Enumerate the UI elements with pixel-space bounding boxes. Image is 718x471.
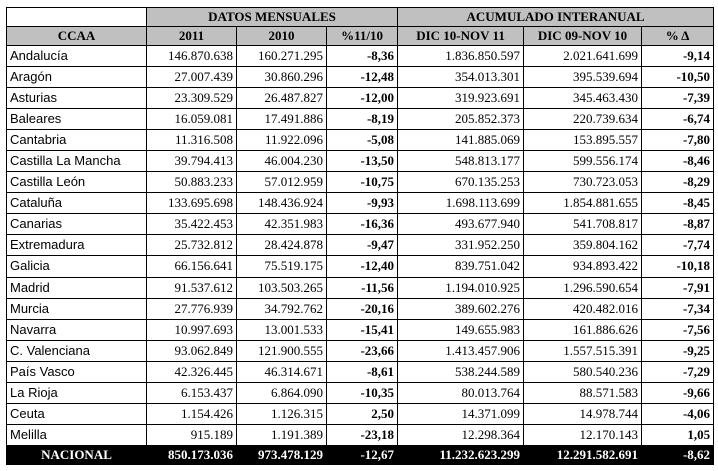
cell-monthly-pct: -15,41 xyxy=(327,319,398,340)
table-row xyxy=(7,424,714,445)
cell-monthly-pct: -8,36 xyxy=(327,46,398,67)
cell-annual-dic09-nov10: 730.723.053 xyxy=(524,172,642,193)
table-row xyxy=(7,193,714,214)
cell-ccaa: Aragón xyxy=(7,67,147,88)
cell-monthly-pct: -16,36 xyxy=(327,214,398,235)
cell-annual-pct: -7,29 xyxy=(642,361,714,382)
cell-annual-dic09-nov10: 420.482.016 xyxy=(524,298,642,319)
cell-ccaa: Madrid xyxy=(7,277,147,298)
cell-annual-dic09-nov10: 12.170.143 xyxy=(524,424,642,445)
cell-monthly-pct: -8,61 xyxy=(327,361,398,382)
cell-ccaa: Castilla León xyxy=(7,172,147,193)
cell-ccaa: Canarias xyxy=(7,214,147,235)
cell-monthly-2010: 46.004.230 xyxy=(237,151,327,172)
cell-monthly-2011: 146.870.638 xyxy=(147,46,237,67)
table-row xyxy=(7,46,714,67)
cell-annual-pct: -7,39 xyxy=(642,88,714,109)
cell-annual-dic10-nov11: 839.751.042 xyxy=(398,256,524,277)
cell-annual-dic10-nov11: 141.885.069 xyxy=(398,130,524,151)
total-monthly-pct: -12,67 xyxy=(327,446,398,465)
cell-ccaa: Andalucía xyxy=(7,46,147,67)
cell-monthly-2010: 160.271.295 xyxy=(237,46,327,67)
table-body xyxy=(7,46,714,446)
cell-monthly-pct: -12,40 xyxy=(327,256,398,277)
cell-ccaa: Galicia xyxy=(7,256,147,277)
cell-ccaa: Baleares xyxy=(7,109,147,130)
cell-monthly-pct: -9,93 xyxy=(327,193,398,214)
header-col-pct-annual: % Δ xyxy=(642,27,714,46)
table-row xyxy=(7,130,714,151)
cell-monthly-2010: 103.503.265 xyxy=(237,277,327,298)
cell-monthly-pct: -12,48 xyxy=(327,67,398,88)
cell-annual-dic10-nov11: 548.813.177 xyxy=(398,151,524,172)
cell-annual-pct: 1,05 xyxy=(642,424,714,445)
cell-annual-dic10-nov11: 1.836.850.597 xyxy=(398,46,524,67)
cell-monthly-2011: 91.537.612 xyxy=(147,277,237,298)
cell-annual-dic09-nov10: 395.539.694 xyxy=(524,67,642,88)
cell-monthly-pct: -13,50 xyxy=(327,151,398,172)
cell-monthly-pct: -10,75 xyxy=(327,172,398,193)
cell-monthly-2010: 46.314.671 xyxy=(237,361,327,382)
cell-ccaa: País Vasco xyxy=(7,361,147,382)
cell-monthly-2011: 16.059.081 xyxy=(147,109,237,130)
cell-annual-dic09-nov10: 359.804.162 xyxy=(524,235,642,256)
header-group-row xyxy=(7,8,714,27)
cell-annual-dic10-nov11: 149.655.983 xyxy=(398,319,524,340)
cell-monthly-pct: -12,00 xyxy=(327,88,398,109)
cell-monthly-2010: 42.351.983 xyxy=(237,214,327,235)
total-monthly-2011: 850.173.036 xyxy=(147,446,237,465)
cell-annual-dic09-nov10: 934.893.422 xyxy=(524,256,642,277)
table-row xyxy=(7,298,714,319)
cell-monthly-pct: -8,19 xyxy=(327,109,398,130)
header-corner xyxy=(7,8,147,27)
cell-annual-dic10-nov11: 1.413.457.906 xyxy=(398,340,524,361)
total-annual-dic10-nov11: 11.232.623.299 xyxy=(398,446,524,465)
cell-annual-dic10-nov11: 538.244.589 xyxy=(398,361,524,382)
cell-monthly-2010: 121.900.555 xyxy=(237,340,327,361)
cell-annual-dic09-nov10: 2.021.641.699 xyxy=(524,46,642,67)
cell-annual-dic10-nov11: 1.194.010.925 xyxy=(398,277,524,298)
table-row xyxy=(7,67,714,88)
cell-annual-pct: -6,74 xyxy=(642,109,714,130)
cell-monthly-2010: 30.860.296 xyxy=(237,67,327,88)
cell-monthly-2010: 1.191.389 xyxy=(237,424,327,445)
cell-ccaa: Melilla xyxy=(7,424,147,445)
cell-ccaa: Ceuta xyxy=(7,403,147,424)
header-col-ccaa: CCAA xyxy=(7,27,147,46)
cell-monthly-2011: 1.154.426 xyxy=(147,403,237,424)
cell-monthly-2010: 11.922.096 xyxy=(237,130,327,151)
cell-monthly-pct: -10,35 xyxy=(327,382,398,403)
cell-monthly-2011: 23.309.529 xyxy=(147,88,237,109)
cell-annual-pct: -8,46 xyxy=(642,151,714,172)
cell-ccaa: Navarra xyxy=(7,319,147,340)
cell-annual-dic10-nov11: 493.677.940 xyxy=(398,214,524,235)
total-monthly-2010: 973.478.129 xyxy=(237,446,327,465)
table-row xyxy=(7,361,714,382)
table-row xyxy=(7,340,714,361)
cell-monthly-pct: -20,16 xyxy=(327,298,398,319)
cell-ccaa: Cataluña xyxy=(7,193,147,214)
cell-monthly-2011: 10.997.693 xyxy=(147,319,237,340)
cell-annual-dic09-nov10: 1.557.515.391 xyxy=(524,340,642,361)
cell-annual-pct: -9,25 xyxy=(642,340,714,361)
total-label: NACIONAL xyxy=(7,446,147,465)
total-annual-dic09-nov10: 12.291.582.691 xyxy=(524,446,642,465)
cell-annual-dic10-nov11: 319.923.691 xyxy=(398,88,524,109)
cell-monthly-2011: 50.883.233 xyxy=(147,172,237,193)
table-row xyxy=(7,235,714,256)
cell-monthly-2011: 42.326.445 xyxy=(147,361,237,382)
cell-annual-dic09-nov10: 345.463.430 xyxy=(524,88,642,109)
header-column-row xyxy=(7,27,714,46)
cell-annual-dic09-nov10: 580.540.236 xyxy=(524,361,642,382)
cell-monthly-pct: -9,47 xyxy=(327,235,398,256)
cell-annual-pct: -7,34 xyxy=(642,298,714,319)
cell-monthly-2010: 75.519.175 xyxy=(237,256,327,277)
cell-annual-pct: -8,29 xyxy=(642,172,714,193)
table-row xyxy=(7,319,714,340)
header-col-2011: 2011 xyxy=(147,27,237,46)
cell-monthly-2011: 6.153.437 xyxy=(147,382,237,403)
table-row xyxy=(7,214,714,235)
table-row xyxy=(7,172,714,193)
cell-monthly-2010: 57.012.959 xyxy=(237,172,327,193)
header-col-dic09-nov10: DIC 09-NOV 10 xyxy=(524,27,642,46)
cell-annual-pct: -9,66 xyxy=(642,382,714,403)
table-row xyxy=(7,382,714,403)
cell-annual-dic10-nov11: 670.135.253 xyxy=(398,172,524,193)
cell-ccaa: Castilla La Mancha xyxy=(7,151,147,172)
cell-annual-pct: -10,50 xyxy=(642,67,714,88)
cell-annual-dic09-nov10: 88.571.583 xyxy=(524,382,642,403)
header-col-dic10-nov11: DIC 10-NOV 11 xyxy=(398,27,524,46)
cell-ccaa: Murcia xyxy=(7,298,147,319)
cell-monthly-2011: 66.156.641 xyxy=(147,256,237,277)
cell-ccaa: La Rioja xyxy=(7,382,147,403)
cell-annual-dic09-nov10: 599.556.174 xyxy=(524,151,642,172)
cell-monthly-2011: 35.422.453 xyxy=(147,214,237,235)
cell-ccaa: Extremadura xyxy=(7,235,147,256)
cell-annual-dic09-nov10: 1.296.590.654 xyxy=(524,277,642,298)
cell-annual-dic10-nov11: 205.852.373 xyxy=(398,109,524,130)
cell-monthly-2011: 915.189 xyxy=(147,424,237,445)
cell-ccaa: Cantabria xyxy=(7,130,147,151)
cell-monthly-pct: -11,56 xyxy=(327,277,398,298)
cell-monthly-2010: 26.487.827 xyxy=(237,88,327,109)
cell-annual-dic10-nov11: 331.952.250 xyxy=(398,235,524,256)
cell-monthly-2010: 1.126.315 xyxy=(237,403,327,424)
ccaa-data-table xyxy=(6,7,714,465)
cell-monthly-2011: 93.062.849 xyxy=(147,340,237,361)
cell-monthly-2010: 28.424.878 xyxy=(237,235,327,256)
table-row xyxy=(7,151,714,172)
cell-annual-dic09-nov10: 161.886.626 xyxy=(524,319,642,340)
total-annual-pct: -8,62 xyxy=(642,446,714,465)
total-row xyxy=(7,446,714,465)
header-col-pct-monthly: %11/10 xyxy=(327,27,398,46)
table-row xyxy=(7,256,714,277)
header-col-2010: 2010 xyxy=(237,27,327,46)
cell-annual-dic10-nov11: 354.013.301 xyxy=(398,67,524,88)
cell-annual-pct: -7,74 xyxy=(642,235,714,256)
cell-annual-pct: -10,18 xyxy=(642,256,714,277)
cell-annual-pct: -4,06 xyxy=(642,403,714,424)
cell-monthly-2011: 27.007.439 xyxy=(147,67,237,88)
cell-monthly-pct: -23,18 xyxy=(327,424,398,445)
cell-annual-dic10-nov11: 1.698.113.699 xyxy=(398,193,524,214)
header-group-annual: ACUMULADO INTERANUAL xyxy=(398,8,714,27)
table-row xyxy=(7,88,714,109)
cell-monthly-pct: -23,66 xyxy=(327,340,398,361)
cell-monthly-2011: 11.316.508 xyxy=(147,130,237,151)
cell-monthly-2010: 13.001.533 xyxy=(237,319,327,340)
cell-monthly-2011: 39.794.413 xyxy=(147,151,237,172)
header-group-monthly: DATOS MENSUALES xyxy=(147,8,398,27)
cell-annual-dic10-nov11: 389.602.276 xyxy=(398,298,524,319)
cell-annual-pct: -7,56 xyxy=(642,319,714,340)
cell-monthly-pct: -5,08 xyxy=(327,130,398,151)
cell-monthly-pct: 2,50 xyxy=(327,403,398,424)
table-row xyxy=(7,403,714,424)
cell-ccaa: C. Valenciana xyxy=(7,340,147,361)
cell-annual-dic09-nov10: 541.708.817 xyxy=(524,214,642,235)
cell-monthly-2011: 27.776.939 xyxy=(147,298,237,319)
cell-annual-dic09-nov10: 14.978.744 xyxy=(524,403,642,424)
cell-annual-pct: -8,87 xyxy=(642,214,714,235)
table-row xyxy=(7,277,714,298)
cell-annual-dic10-nov11: 14.371.099 xyxy=(398,403,524,424)
cell-monthly-2011: 133.695.698 xyxy=(147,193,237,214)
cell-monthly-2010: 148.436.924 xyxy=(237,193,327,214)
cell-annual-dic10-nov11: 80.013.764 xyxy=(398,382,524,403)
cell-annual-pct: -7,80 xyxy=(642,130,714,151)
cell-annual-dic10-nov11: 12.298.364 xyxy=(398,424,524,445)
cell-monthly-2010: 6.864.090 xyxy=(237,382,327,403)
table-row xyxy=(7,109,714,130)
cell-annual-pct: -9,14 xyxy=(642,46,714,67)
cell-monthly-2010: 17.491.886 xyxy=(237,109,327,130)
cell-annual-dic09-nov10: 153.895.557 xyxy=(524,130,642,151)
cell-ccaa: Asturias xyxy=(7,88,147,109)
cell-annual-dic09-nov10: 1.854.881.655 xyxy=(524,193,642,214)
cell-annual-pct: -8,45 xyxy=(642,193,714,214)
cell-annual-pct: -7,91 xyxy=(642,277,714,298)
cell-monthly-2011: 25.732.812 xyxy=(147,235,237,256)
cell-annual-dic09-nov10: 220.739.634 xyxy=(524,109,642,130)
cell-monthly-2010: 34.792.762 xyxy=(237,298,327,319)
